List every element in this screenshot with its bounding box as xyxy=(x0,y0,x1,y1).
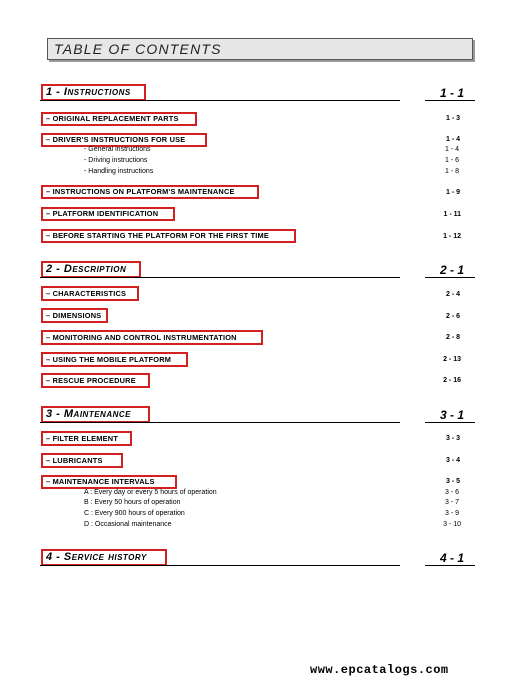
toc-entry-page: 1 - 9 xyxy=(445,189,460,196)
toc-entry-page: 3 - 3 xyxy=(445,435,460,442)
toc-entry[interactable]: – RESCUE PROCEDURE xyxy=(46,376,136,385)
toc-entry[interactable]: – FILTER ELEMENT xyxy=(46,434,119,443)
toc-entry-page: 3 - 5 xyxy=(445,478,460,485)
toc-entry-page: 2 - 16 xyxy=(443,377,461,384)
section-3-rule-right xyxy=(425,422,475,423)
section-1-rule-left xyxy=(40,100,400,101)
toc-entry-page: 2 - 6 xyxy=(445,313,460,320)
section-3-title[interactable]: 3 - Maintenance xyxy=(46,408,132,420)
section-2-page: 2 - 1 xyxy=(439,263,464,277)
toc-subentry[interactable]: A : Every day or every 5 hours of operation xyxy=(84,489,217,496)
toc-subentry-page: 1 - 4 xyxy=(444,146,459,153)
toc-subentry[interactable]: C : Every 900 hours of operation xyxy=(84,510,185,517)
toc-entry-page: 2 - 4 xyxy=(445,291,460,298)
toc-subentry-page: 3 - 9 xyxy=(444,510,459,517)
toc-subentry-page: 1 - 8 xyxy=(444,168,459,175)
toc-subentry[interactable]: B : Every 50 hours of operation xyxy=(84,499,181,506)
toc-entry[interactable]: – BEFORE STARTING THE PLATFORM FOR THE FIRST TIME xyxy=(46,231,270,240)
toc-subentry-page: 3 - 7 xyxy=(444,499,459,506)
toc-subentry-page: 1 - 6 xyxy=(444,157,459,164)
footer-url[interactable]: www.epcatalogs.com xyxy=(310,663,449,677)
section-4-rule-right xyxy=(425,565,475,566)
toc-entry[interactable]: – INSTRUCTIONS ON PLATFORM'S MAINTENANCE xyxy=(46,187,235,196)
toc-subentry-page: 3 - 6 xyxy=(444,489,459,496)
toc-subentry[interactable]: D : Occasional maintenance xyxy=(84,521,172,528)
toc-subentry[interactable]: - Driving instructions xyxy=(84,157,148,164)
section-2-rule-right xyxy=(425,277,475,278)
section-1-page: 1 - 1 xyxy=(439,86,464,100)
section-2-rule-left xyxy=(40,277,400,278)
toc-subentry[interactable]: - General instructions xyxy=(84,146,151,153)
toc-entry[interactable]: – DRIVER'S INSTRUCTIONS FOR USE xyxy=(46,135,186,144)
toc-entry[interactable]: – MONITORING AND CONTROL INSTRUMENTATION xyxy=(46,333,237,342)
toc-entry[interactable]: – LUBRICANTS xyxy=(46,456,103,465)
toc-subentry[interactable]: - Handling instructions xyxy=(84,168,154,175)
toc-entry-page: 1 - 3 xyxy=(445,115,460,122)
section-2-title[interactable]: 2 - Description xyxy=(46,263,127,275)
section-4-title[interactable]: 4 - Service history xyxy=(46,551,147,563)
toc-entry[interactable]: – USING THE MOBILE PLATFORM xyxy=(46,355,172,364)
section-3-page: 3 - 1 xyxy=(439,408,464,422)
toc-title: TABLE OF CONTENTS xyxy=(54,41,222,57)
toc-entry-page: 1 - 11 xyxy=(443,211,461,218)
section-3-rule-left xyxy=(40,422,400,423)
toc-subentry-page: 3 - 10 xyxy=(443,521,461,528)
section-4-rule-left xyxy=(40,565,400,566)
toc-entry[interactable]: – DIMENSIONS xyxy=(46,311,102,320)
toc-entry[interactable]: – ORIGINAL REPLACEMENT PARTS xyxy=(46,114,179,123)
toc-title-bar xyxy=(47,38,473,60)
toc-entry-page: 1 - 4 xyxy=(445,136,460,143)
toc-entry-page: 2 - 8 xyxy=(445,334,460,341)
toc-entry-page: 3 - 4 xyxy=(445,457,460,464)
toc-entry-page: 1 - 12 xyxy=(443,233,461,240)
toc-entry[interactable]: – MAINTENANCE INTERVALS xyxy=(46,477,155,486)
section-1-rule-right xyxy=(425,100,475,101)
toc-entry-page: 2 - 13 xyxy=(443,356,461,363)
toc-entry[interactable]: – PLATFORM IDENTIFICATION xyxy=(46,209,159,218)
toc-entry[interactable]: – CHARACTERISTICS xyxy=(46,289,127,298)
section-1-title[interactable]: 1 - Instructions xyxy=(46,86,131,98)
section-4-page: 4 - 1 xyxy=(439,551,464,565)
